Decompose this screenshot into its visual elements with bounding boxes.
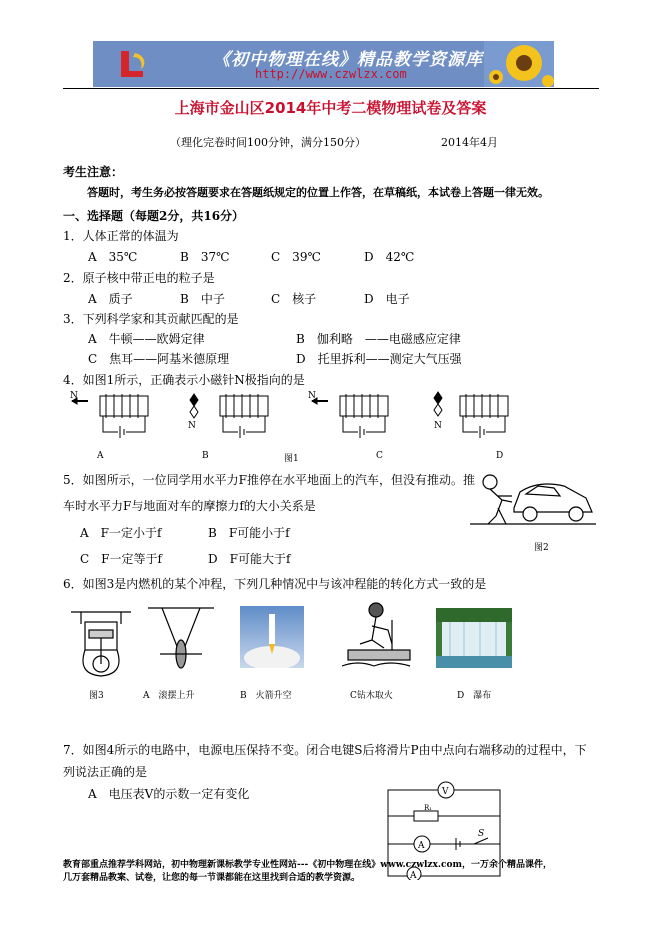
- ammeter-1-label: A: [410, 871, 417, 880]
- q2-option-d: D 电子: [364, 292, 410, 306]
- waterfall-photo: [436, 608, 512, 668]
- fig1-n-label-d: N: [434, 421, 442, 431]
- question-7-stem-line1: 7．如图4所示的电路中，电源电压保持不变。闭合电键S后将滑片P由中点向右端移动的过程中，下: [63, 743, 587, 757]
- q3-option-c: C 焦耳——阿基米德原理: [88, 352, 230, 366]
- fig1-label-a: A: [97, 451, 104, 461]
- question-5-stem-line2: 车时水平力F与地面对车的摩擦力f的大小关系是: [63, 499, 316, 513]
- fig1-n-label-b: N: [188, 421, 196, 431]
- q1-option-a: A 35℃: [88, 250, 138, 264]
- q6-option-c: C钻木取火: [350, 691, 393, 701]
- question-4-stem: 4．如图1所示，正确表示小磁针N极指向的是: [63, 373, 305, 387]
- page-footer: [63, 859, 593, 885]
- question-7-stem-line2: 列说法正确的是: [63, 765, 148, 779]
- header-rule: [63, 88, 599, 89]
- q2-option-b: B 中子: [180, 292, 225, 306]
- q6-option-b: B 火箭升空: [240, 691, 292, 701]
- page-title: 上海市金山区2014年中考二模物理试卷及答案: [174, 99, 487, 117]
- resistor-label: R₁: [424, 804, 433, 812]
- q3-option-b: B 伽利略 ——电磁感应定律: [296, 332, 461, 346]
- voltmeter-label: V: [442, 787, 449, 797]
- banner-url: http://www.czwlzx.com: [255, 67, 407, 81]
- q3-option-a: A 牛顿——欧姆定律: [88, 332, 205, 346]
- section-heading: 一、选择题（每题2分，共16分）: [63, 209, 245, 223]
- figure-1-solenoids: [70, 388, 590, 460]
- header-banner: [93, 41, 554, 87]
- fig1-label-b: B: [202, 451, 209, 461]
- q5-option-a: A F一定小于f: [80, 526, 162, 540]
- question-5-stem-line1: 5．如图所示，一位同学用水平力F推停在水平地面上的汽车，但没有推动。推: [63, 473, 475, 487]
- fig1-caption: 图1: [284, 454, 299, 464]
- rocket-launch-photo: [240, 606, 304, 668]
- exam-date: 2014年4月: [441, 136, 498, 149]
- notice-heading: 考生注意：: [63, 165, 124, 179]
- figure-rolling-pendulum: [146, 604, 216, 682]
- question-3-stem: 3．下列科学家和其贡献匹配的是: [63, 312, 239, 326]
- site-logo: [115, 47, 149, 81]
- question-6-stem: 6．如图3是内燃机的某个冲程，下列几种情况中与该冲程能的转化方式一致的是: [63, 577, 487, 591]
- notice-body: 答题时，考生务必按答题要求在答题纸规定的位置上作答，在草稿纸，本试卷上答题一律无效。: [87, 186, 549, 199]
- fig2-caption: 图2: [534, 543, 549, 553]
- q7-option-a: A 电压表V的示数一定有变化: [88, 787, 250, 801]
- q1-option-c: C 39℃: [271, 250, 321, 264]
- q5-option-b: B F可能小于f: [208, 526, 290, 540]
- fig1-n-label-c: N: [308, 391, 316, 401]
- footer-line-1: 教育部重点推荐学科网站，初中物理新课标教学专业性网站---《初中物理在线》www.czwlzx.com，一万余个精品课件，: [63, 860, 553, 870]
- q6-option-a: A 滚摆上升: [143, 691, 195, 701]
- fig1-label-c: C: [376, 451, 383, 461]
- question-1-stem: 1．人体正常的体温为: [63, 229, 179, 243]
- fig1-label-d: D: [496, 451, 504, 461]
- q1-option-b: B 37℃: [180, 250, 230, 264]
- fig1-n-label-a: N: [70, 391, 78, 401]
- question-2-stem: 2．原子核中带正电的粒子是: [63, 271, 215, 285]
- fire-drilling-figure: [338, 600, 414, 670]
- banner-title: 《初中物理在线》精品教学资源库: [213, 50, 483, 70]
- fig3-caption: 图3: [89, 691, 104, 701]
- switch-label: S: [478, 829, 485, 839]
- q2-option-c: C 核子: [271, 292, 317, 306]
- q5-option-c: C F一定等于f: [80, 552, 162, 566]
- q2-option-a: A 质子: [88, 292, 133, 306]
- footer-line-2: 几万套精品教案、试卷，让您的每一节课都能在这里找到合适的教学资源。: [63, 873, 361, 883]
- exam-info: （理化完卷时间100分钟，满分150分）: [170, 136, 366, 149]
- figure-2-push-car: [468, 468, 598, 532]
- q5-option-d: D F可能大于f: [208, 552, 291, 566]
- sunflower-image: [484, 41, 554, 87]
- ammeter-label: A: [418, 841, 425, 851]
- q1-option-d: D 42℃: [364, 250, 415, 264]
- q3-option-d: D 托里拆利——测定大气压强: [296, 352, 462, 366]
- figure-3-engine: [67, 604, 137, 682]
- q6-option-d: D 瀑布: [457, 691, 492, 701]
